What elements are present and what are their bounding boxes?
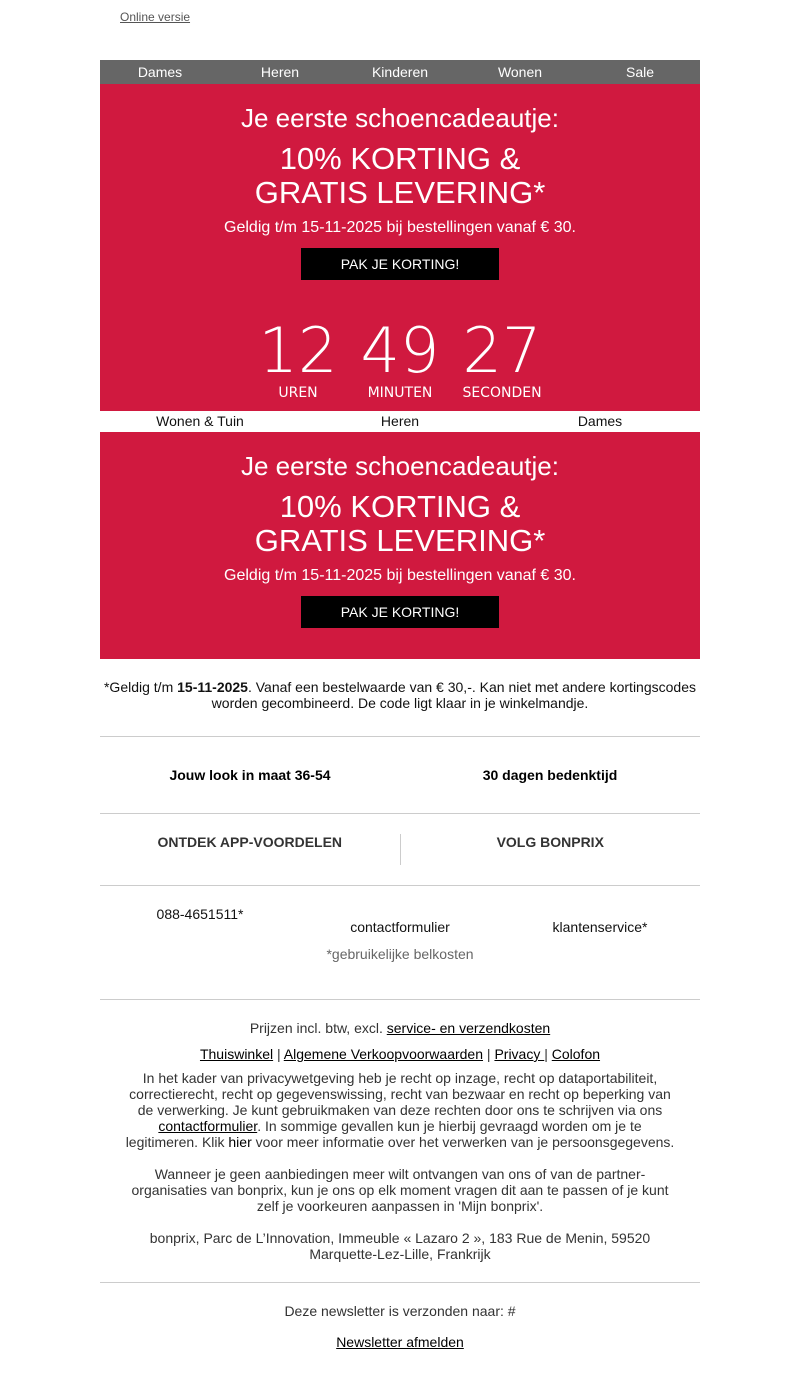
online-version-link[interactable]: Online versie [120,10,191,24]
seconds-value: 27 [462,314,542,387]
company-address: bonprix, Parc de L’Innovation, Immeuble « Lazaro 2 », 183 Rue de Menin, 59520 Marquette-Lez-Lille, Frankrijk [149,1230,651,1262]
contact-row [100,886,700,946]
subnav-wonen-tuin[interactable]: Wonen & Tuin [156,413,244,429]
separator: | [483,1046,495,1062]
promo-heading [100,490,700,558]
privacy-text-3: voor meer informatie over het verwerken van je persoonsgegevens. [251,1134,675,1150]
unsubscribe-link[interactable]: Newsletter afmelden [336,1334,464,1350]
promo-banner [100,84,700,411]
minutes-value: 49 [360,314,440,387]
sub-nav [100,411,700,432]
nav-dames[interactable]: Dames [137,64,183,80]
disclaimer-post: . Vanaf een bestelwaarde van € 30,-. Kan niet met andere kortingscodes worden gecombineerd. De code ligt klaar in je winkelmandje. [211,679,696,711]
prices-text: Prijzen incl. btw, excl. [249,1020,387,1036]
seconds-label: SECONDEN [462,385,542,401]
thuiswinkel-link[interactable]: Thuiswinkel [199,1046,274,1062]
promo-banner-2 [100,432,700,659]
privacy-link[interactable]: Privacy [494,1046,545,1062]
subnav-dames[interactable]: Dames [577,413,623,429]
promo-subtitle: Geldig t/m 15-11-2025 bij bestellingen vanaf € 30. [224,219,576,236]
usp-row [100,737,700,813]
nav-sale[interactable]: Sale [625,64,655,80]
get-discount-button[interactable]: PAK JE KORTING! [301,248,499,280]
privacy-here-link[interactable]: hier [228,1134,252,1150]
nav-kinderen[interactable]: Kinderen [371,64,429,80]
minutes-label: MINUTEN [367,385,433,401]
countdown-timer [100,314,700,402]
call-cost-note: *gebruikelijke belkosten [326,946,474,962]
usp-sizes[interactable]: Jouw look in maat 36-54 [169,767,331,783]
nav-wonen[interactable]: Wonen [497,64,543,80]
countdown-hours [253,314,343,402]
promo-subtitle: Geldig t/m 15-11-2025 bij bestellingen vanaf € 30. [224,567,576,584]
countdown-seconds [457,314,547,402]
colofon-link[interactable]: Colofon [551,1046,601,1062]
disclaimer-pre: *Geldig t/m [103,679,178,695]
footer [100,1000,700,1282]
separator: | [544,1046,552,1062]
get-discount-button-2[interactable]: PAK JE KORTING! [301,596,499,628]
hours-label: UREN [278,385,318,401]
nav-heren[interactable]: Heren [260,64,300,80]
separator: | [273,1046,284,1062]
promo-heading-line1: 10% KORTING & [279,141,521,176]
privacy-text-2: . In sommige gevallen kun je hierbij gevraagd worden om je te legitimeren. Klik [125,1118,642,1150]
promo-heading-line2: GRATIS LEVERING* [254,175,546,210]
hours-value: 12 [258,314,338,387]
privacy-text-1: In het kader van privacywetgeving heb je recht op inzage, recht op dataportabiliteit, correctierecht, recht op gegevenswissing, recht van bezwaar en recht op beperking van de verwerking. Je kunt gebruikmaken van deze rechten door ons te schrijven via ons [129,1070,671,1118]
customer-service-link[interactable]: klantenservice* [552,919,648,935]
privacy-text [122,1070,678,1150]
terms-link[interactable]: Algemene Verkoopvoorwaarden [283,1046,484,1062]
promo-heading [100,142,700,210]
promo-heading-line2: GRATIS LEVERING* [254,523,546,558]
promo-title: Je eerste schoencadeautje: [241,451,559,481]
countdown-minutes [355,314,445,402]
phone-number[interactable]: 088-4651511* [156,906,244,922]
app-benefits-link[interactable]: ONTDEK APP-VOORDELEN [157,834,343,850]
newsletter-info [100,1283,700,1350]
disclaimer-date: 15-11-2025 [177,679,248,695]
main-nav [100,60,700,84]
sent-to-text: Deze newsletter is verzonden naar: # [284,1303,516,1319]
contact-form-link[interactable]: contactformulier [350,919,450,935]
promo-title: Je eerste schoencadeautje: [241,103,559,133]
follow-bonprix-link[interactable]: VOLG BONPRIX [496,834,604,850]
subnav-heren[interactable]: Heren [380,413,420,429]
disclaimer [100,659,700,736]
shipping-costs-link[interactable]: service- en verzendkosten [386,1020,551,1036]
promo-heading-line1: 10% KORTING & [279,489,521,524]
optout-text: Wanneer je geen aanbiedingen meer wilt ontvangen van ons of van de partner-organisaties van bonprix, kun je ons op elk moment vragen dit aan te passen of je kunt zelf je voorkeuren aanpassen in 'Mijn bonprix'. [131,1166,669,1214]
links-row [100,814,700,885]
privacy-contact-link[interactable]: contactformulier [158,1118,258,1134]
usp-return[interactable]: 30 dagen bedenktijd [482,767,618,783]
email-container [100,60,700,1350]
